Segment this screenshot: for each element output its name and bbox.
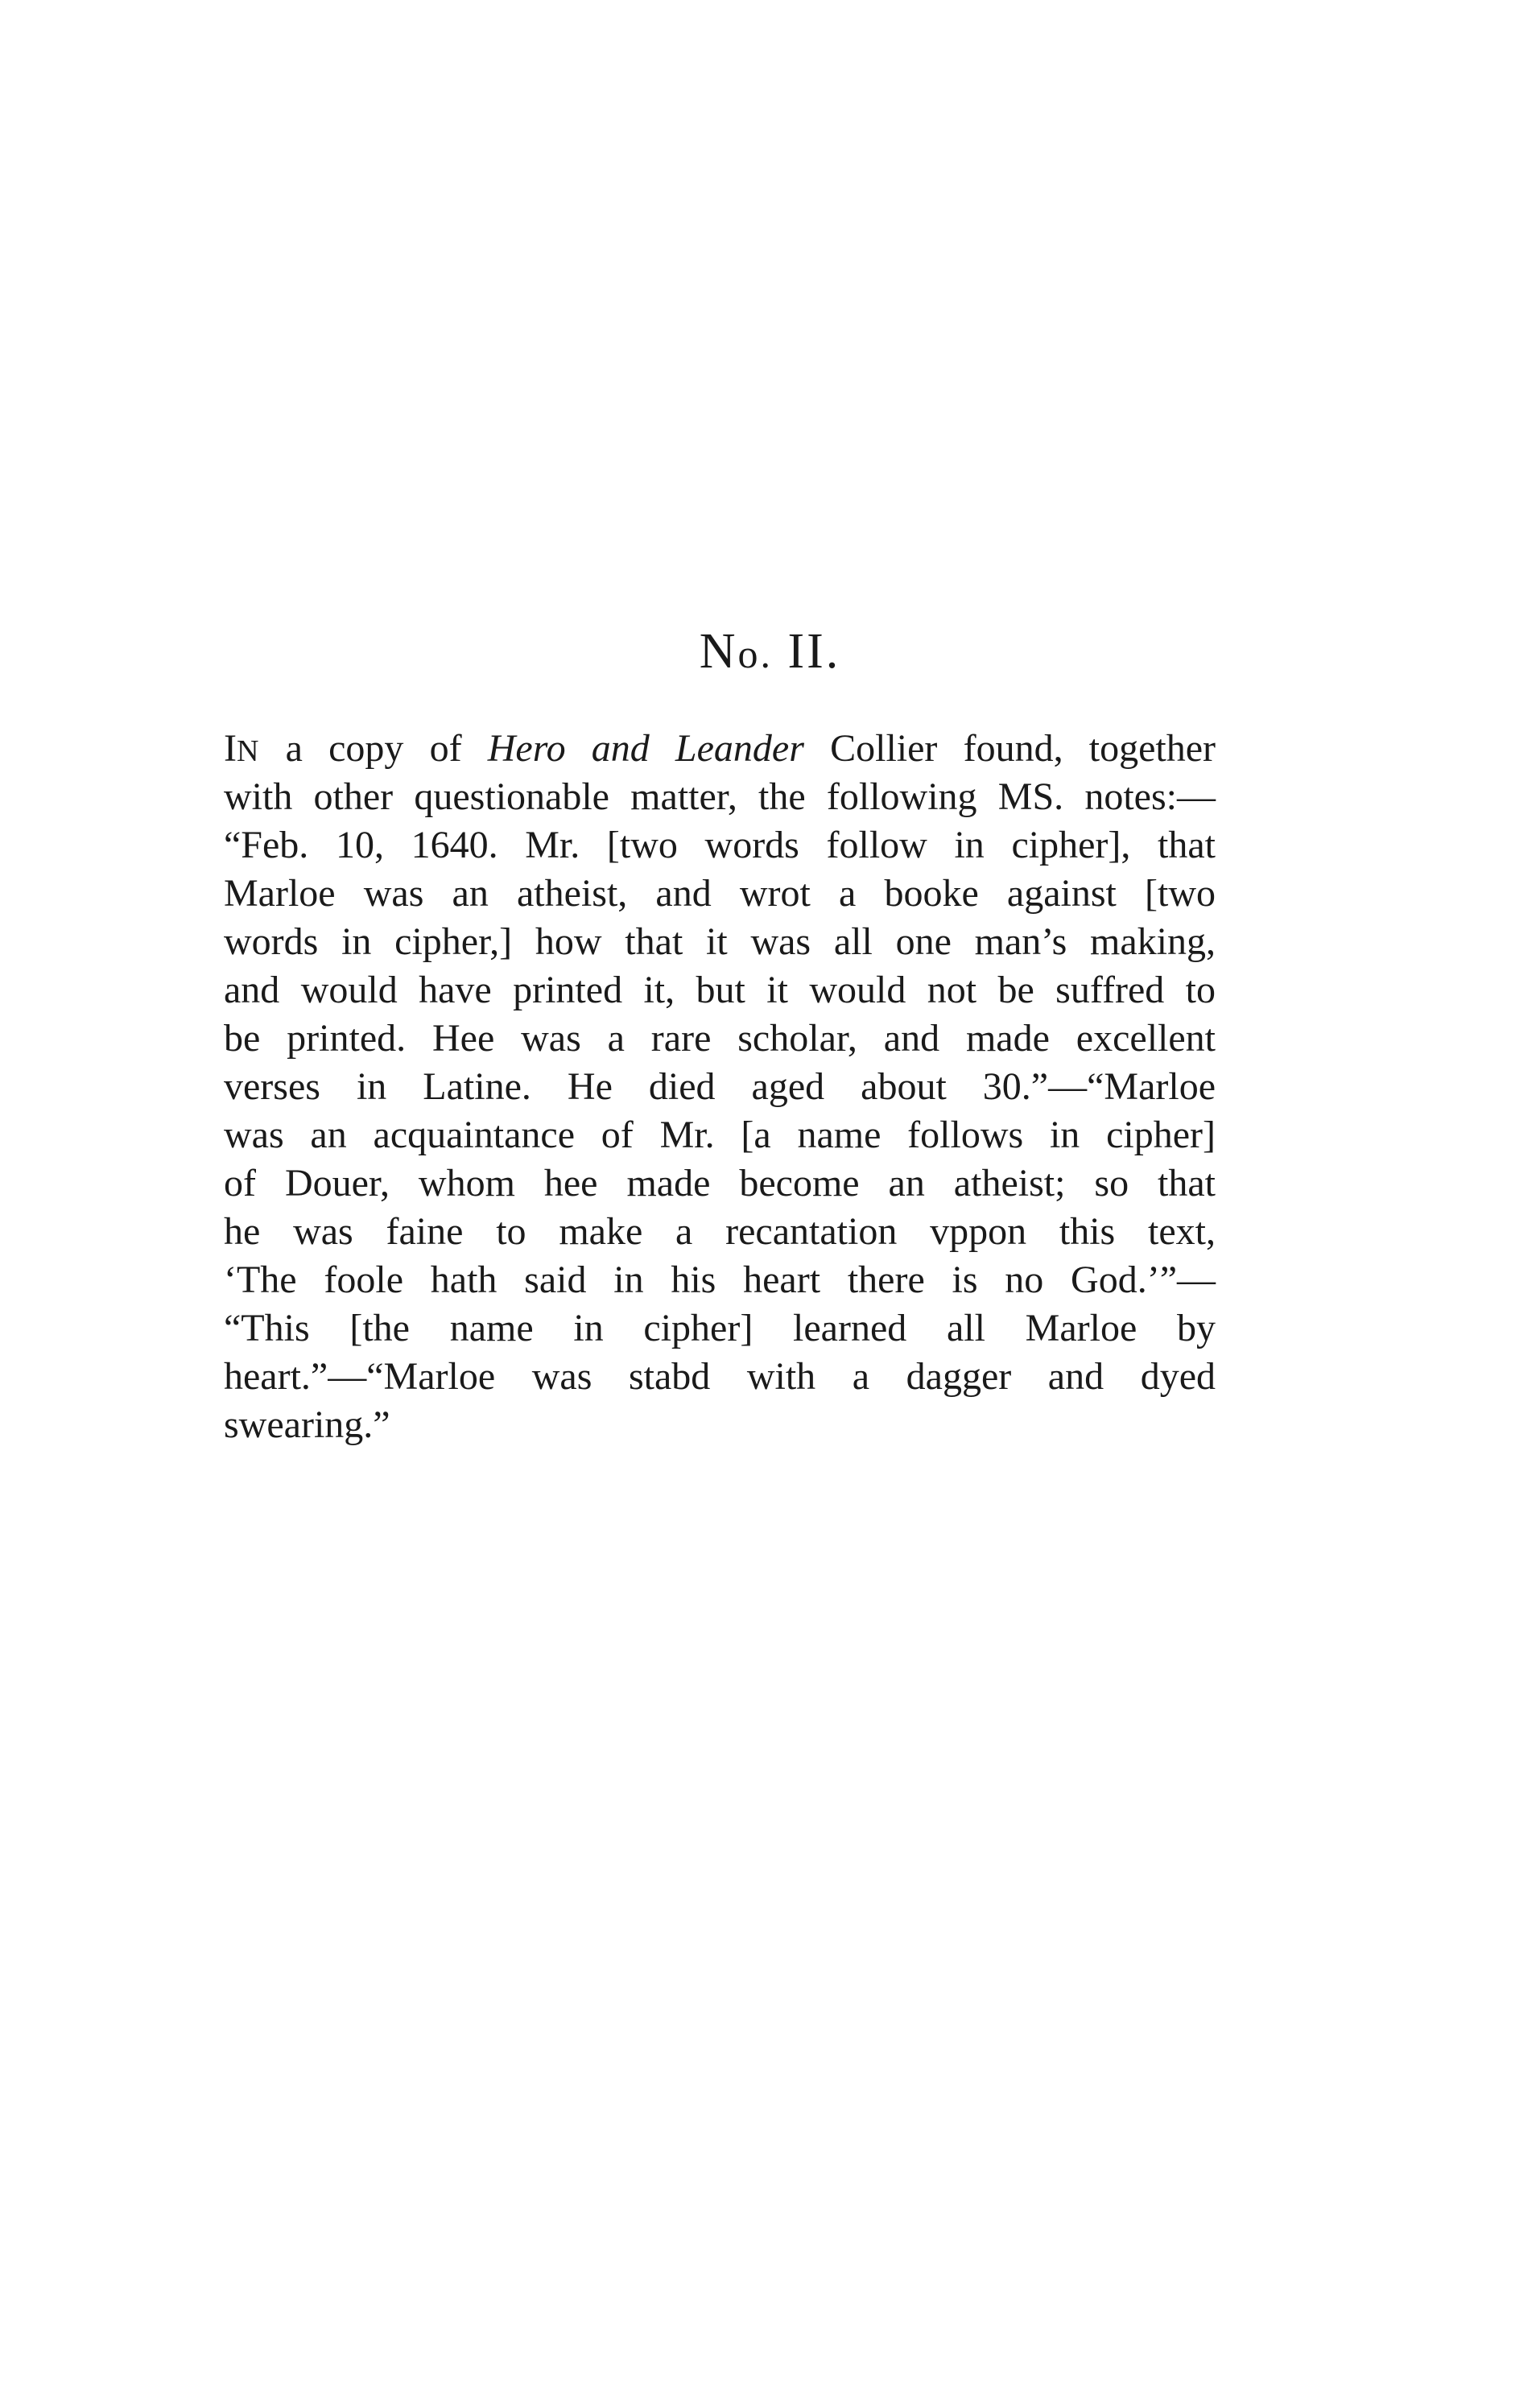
text-line-7: be printed. Hee was a rare scholar, and made excellent — [224, 1017, 1216, 1060]
opening-word-first: I — [224, 727, 237, 770]
heading-abbr-first: N — [699, 624, 738, 679]
heading-numeral: II. — [787, 624, 841, 679]
book-title: Hero and Leander — [487, 727, 804, 770]
text-line-12: ‘The foole hath said in his heart there is no God.’”— — [224, 1258, 1216, 1301]
text-line-6: and would have printed it, but it would not be suffred to — [224, 969, 1216, 1011]
text-line-9: was an acquaintance of Mr. [a name follows in cipher] — [224, 1114, 1216, 1156]
text-line-1 — [224, 725, 1216, 773]
text-line-2: with other questionable matter, the following MS. notes:— — [224, 775, 1216, 818]
opening-word-rest: N — [236, 734, 260, 768]
text-line-4: Marloe was an atheist, and wrot a booke against [two — [224, 872, 1216, 915]
body-paragraph — [224, 725, 1216, 1449]
section-heading — [0, 624, 1540, 679]
line1-part-b: Collier found, together — [803, 727, 1216, 770]
text-line-5: words in cipher,] how that it was all one man’s making, — [224, 920, 1216, 963]
heading-abbr-rest: o. — [737, 631, 773, 676]
text-line-11: he was faine to make a recantation vppon this text, — [224, 1210, 1216, 1253]
text-line-15: swearing.” — [224, 1403, 390, 1446]
text-line-3: “Feb. 10, 1640. Mr. [two words follow in cipher], that — [224, 824, 1216, 866]
text-line-10: of Douer, whom hee made become an atheist; so that — [224, 1162, 1216, 1205]
text-line-13: “This [the name in cipher] learned all Marloe by — [224, 1307, 1216, 1349]
text-line-8: verses in Latine. He died aged about 30.”—“Marloe — [224, 1065, 1216, 1108]
line1-part-a: a copy of — [259, 727, 488, 770]
text-line-14: heart.”—“Marloe was stabd with a dagger and dyed — [224, 1355, 1216, 1398]
